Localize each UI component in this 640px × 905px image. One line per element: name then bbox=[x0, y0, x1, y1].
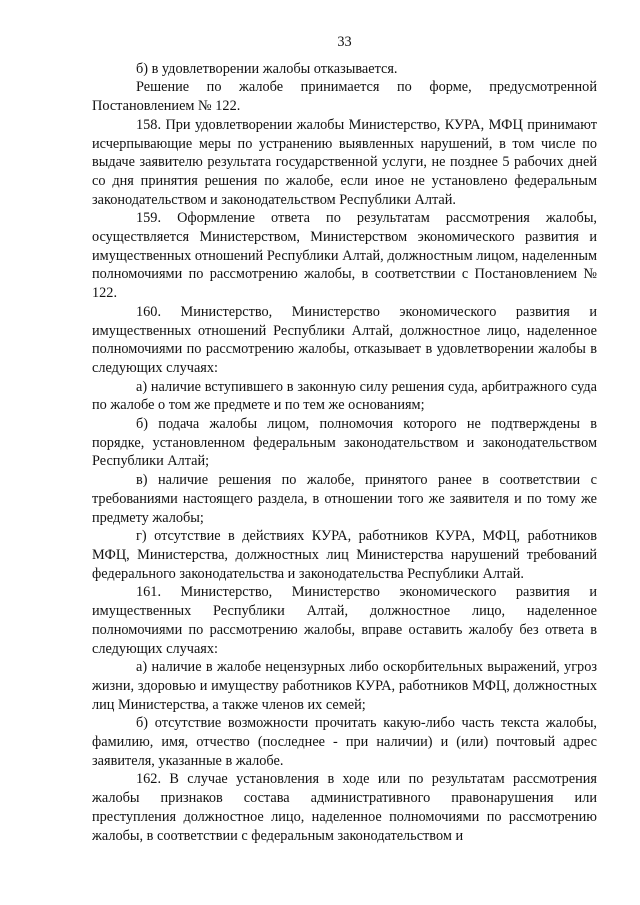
paragraph-refusal-note: б) в удовлетворении жалобы отказывается. bbox=[136, 60, 398, 77]
paragraph-158: 158. При удовлетворении жалобы Министерство, КУРА, МФЦ принимают исчерпывающие меры по устранению выявленных нарушений, в том числе по выдаче заявителю результата государственной услуги, не позднее 5 рабочих дней со дня принятия решения по жалобе, если иное не установлено федеральным законодательством и законодательством Республики Алтай. bbox=[92, 116, 597, 208]
paragraph-160-v: в) наличие решения по жалобе, принятого ранее в соответствии с требованиями настоящего раздела, в отношении того же заявителя и по тому же предмету жалобы; bbox=[92, 472, 597, 526]
paragraph-161-b: б) отсутствие возможности прочитать какую-либо часть текста жалобы, фамилию, имя, отчество (последнее - при наличии) и (или) почтовый адрес заявителя, указанные в жалобе. bbox=[92, 715, 597, 769]
document-page bbox=[92, 33, 597, 845]
paragraph-160-b: б) подача жалобы лицом, полномочия которого не подтверждены в порядке, установленном федеральным законодательством и законодательством Республики Алтай; bbox=[92, 416, 597, 470]
paragraph-160-a: а) наличие вступившего в законную силу решения суда, арбитражного суда по жалобе о том же предмете и по тем же основаниям; bbox=[92, 378, 597, 414]
paragraph-161: 161. Министерство, Министерство экономического развития и имущественных Республики Алтай, должностное лицо, наделенное полномочиями по рассмотрению жалобы, вправе оставить жалобу без ответа в следующих случаях: bbox=[92, 584, 597, 657]
paragraph-decision-form: Решение по жалобе принимается по форме, предусмотренной Постановлением № 122. bbox=[92, 79, 597, 115]
paragraph-159: 159. Оформление ответа по результатам рассмотрения жалобы, осуществляется Министерством, Министерством экономического развития и имущественных отношений Республики Алтай, должностным лицом, наделенным полномочиями по рассмотрению жалобы, в соответствии с Постановлением № 122. bbox=[92, 210, 597, 302]
paragraph-161-a: а) наличие в жалобе нецензурных либо оскорбительных выражений, угроз жизни, здоровью и имуществу работников КУРА, работников МФЦ, должностных лиц Министерства, а также членов их семей; bbox=[92, 659, 597, 713]
paragraph-160: 160. Министерство, Министерство экономического развития и имущественных отношений Республики Алтай, должностное лицо, наделенное полномочиями по рассмотрению жалобы, отказывает в удовлетворении жалобы в следующих случаях: bbox=[92, 303, 597, 376]
page-number: 33 bbox=[337, 34, 352, 50]
paragraph-162: 162. В случае установления в ходе или по результатам рассмотрения жалобы признаков состава административного правонарушения или преступления должностное лицо, наделенное полномочиями по рассмотрению жалобы, в соответствии с федеральным законодательством и bbox=[92, 771, 597, 844]
paragraph-160-g: г) отсутствие в действиях КУРА, работников КУРА, МФЦ, работников МФЦ, Министерства, должностных лиц Министерства нарушений требований федерального законодательства и законодательства Республики Алтай. bbox=[92, 528, 597, 582]
